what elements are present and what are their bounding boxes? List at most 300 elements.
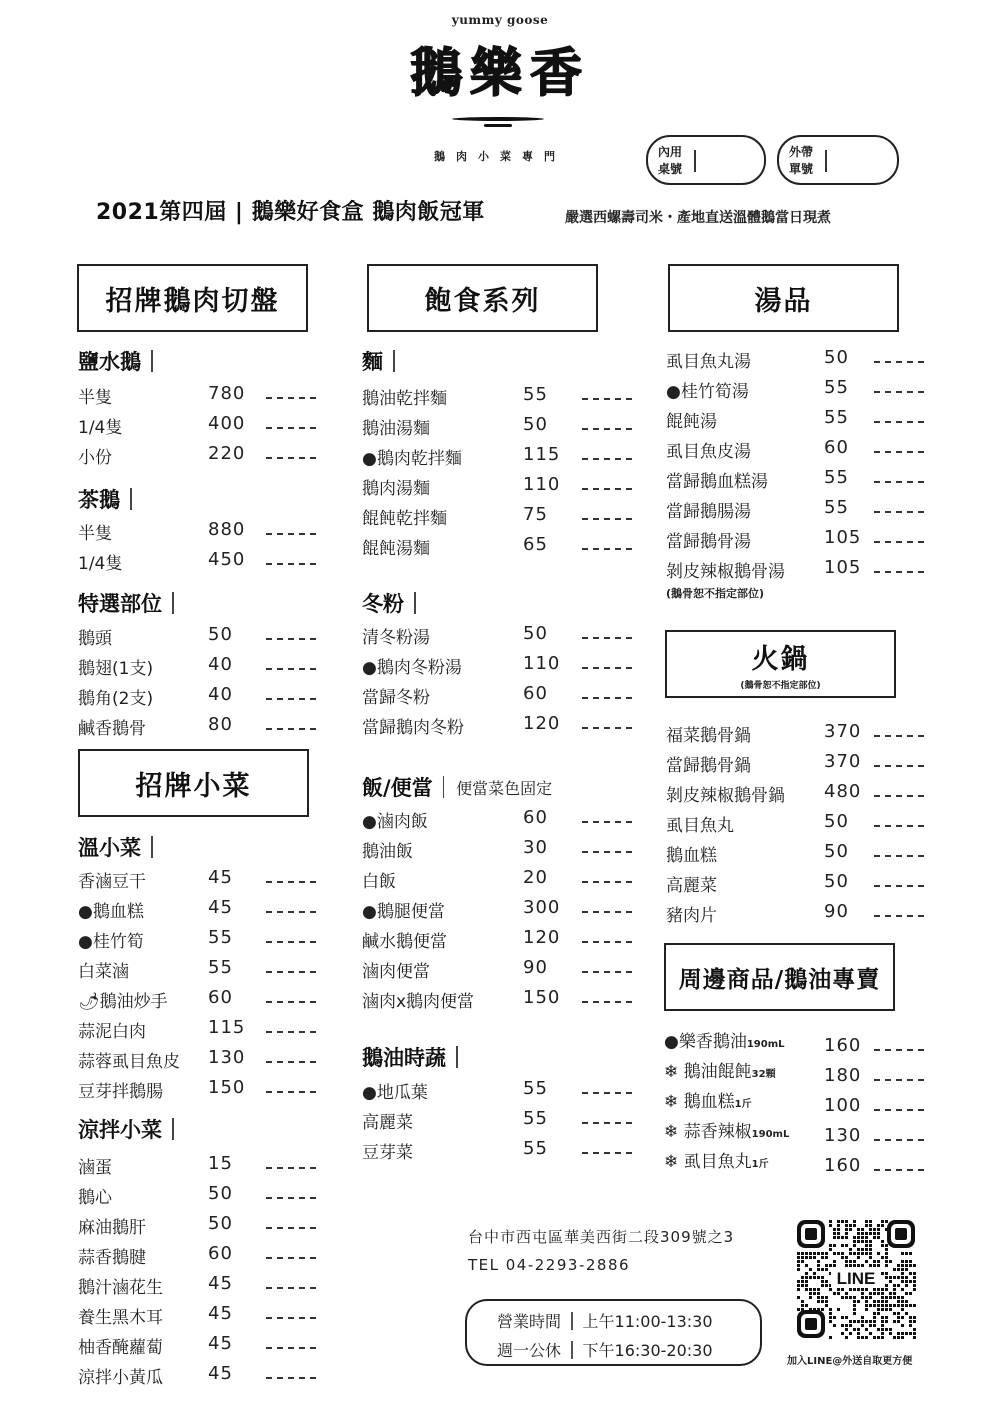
quantity-blank-field[interactable] — [582, 1122, 632, 1124]
menu-item-row — [362, 807, 634, 837]
menu-item-name: 白飯 — [362, 872, 396, 892]
quantity-blank-field[interactable] — [874, 1139, 924, 1141]
category-vermicelli: 冬粉 — [362, 588, 416, 618]
quantity-blank-field[interactable] — [266, 1317, 316, 1319]
quantity-blank-field[interactable] — [266, 1197, 316, 1199]
section-header-merchandise: 周邊商品/鵝油專賣 — [664, 943, 895, 1011]
menu-item-row — [666, 781, 926, 811]
menu-item-price: 55 — [824, 467, 849, 488]
menu-item-name: ❄ 蒜香辣椒 — [664, 1122, 752, 1142]
menu-item-row — [78, 897, 318, 927]
menu-item-row — [666, 527, 926, 557]
quantity-blank-field[interactable] — [582, 1152, 632, 1154]
menu-item-name: 當歸鵝骨鍋 — [666, 756, 751, 776]
menu-item-row — [78, 1183, 318, 1213]
qr-caption: 加入LINE@外送自取更方便 — [787, 1356, 913, 1367]
dine-in-table-number-field[interactable] — [646, 135, 766, 185]
category-tea-goose: 茶鵝 — [78, 484, 132, 514]
quantity-blank-field[interactable] — [582, 518, 632, 520]
menu-item-name: 鵝心 — [78, 1188, 112, 1208]
quantity-blank-field[interactable] — [582, 1001, 632, 1003]
menu-item-row — [666, 467, 926, 497]
quantity-blank-field[interactable] — [582, 697, 632, 699]
menu-item-price: 400 — [208, 413, 246, 434]
menu-item-name: ●鵝肉乾拌麵 — [362, 449, 462, 469]
section-header-hotpot: 火鍋 (鵝骨恕不指定部位) — [665, 630, 896, 698]
menu-item-row — [362, 534, 634, 564]
menu-item-name: 柚香醃蘿蔔 — [78, 1338, 163, 1358]
menu-item-name: ❄ 鵝血糕 — [664, 1092, 735, 1112]
menu-item-name: ●鵝肉冬粉湯 — [362, 658, 462, 678]
menu-item-row — [78, 443, 318, 473]
menu-item-row — [362, 867, 634, 897]
quantity-blank-field[interactable] — [266, 1227, 316, 1229]
menu-item-price: 780 — [208, 383, 246, 404]
menu-item-price: 45 — [208, 1363, 233, 1384]
menu-item-name: 鹹水鵝便當 — [362, 932, 447, 952]
menu-item-price: 60 — [208, 1243, 233, 1264]
menu-item-name: 1/4隻 — [78, 554, 123, 574]
menu-item-name: 虱目魚皮湯 — [666, 442, 751, 462]
quantity-blank-field[interactable] — [582, 881, 632, 883]
menu-item-row — [78, 927, 318, 957]
menu-item-price: 45 — [208, 1333, 233, 1354]
menu-item-row — [666, 497, 926, 527]
svg-text:LINE: LINE — [836, 1269, 876, 1288]
menu-item-price: 55 — [208, 957, 233, 978]
menu-item-price: 80 — [208, 714, 233, 735]
menu-item-row — [664, 1147, 926, 1177]
quantity-blank-field[interactable] — [266, 941, 316, 943]
quantity-blank-field[interactable] — [266, 1257, 316, 1259]
dine-in-label: 內用 桌號 — [658, 145, 683, 176]
menu-item-name: 🌶鵝油炒手 — [78, 992, 168, 1012]
menu-item-row — [666, 841, 926, 871]
store-address: 台中市西屯區華美西街二段309號之3 — [468, 1228, 735, 1246]
menu-item-name: 蒜泥白肉 — [78, 1022, 146, 1042]
menu-item-price: 50 — [208, 1183, 233, 1204]
menu-item-price: 60 — [208, 987, 233, 1008]
menu-item-name: ●桂竹筍湯 — [666, 382, 749, 402]
menu-item-row — [362, 927, 634, 957]
menu-item-name: ❄ 鵝油餛飩 — [664, 1062, 752, 1082]
menu-item-price: 100 — [824, 1095, 862, 1116]
category-seasonal-greens: 鵝油時蔬 — [362, 1042, 458, 1072]
menu-item-row — [666, 557, 926, 587]
menu-item-row — [666, 811, 926, 841]
soups-footnote: (鵝骨恕不指定部位) — [666, 587, 765, 600]
menu-item-row — [362, 384, 634, 414]
menu-item-price: 45 — [208, 867, 233, 888]
quantity-blank-field[interactable] — [582, 971, 632, 973]
quantity-blank-field[interactable] — [582, 1092, 632, 1094]
quantity-blank-field[interactable] — [266, 457, 316, 459]
menu-item-price: 60 — [523, 807, 548, 828]
quantity-blank-field[interactable] — [266, 911, 316, 913]
menu-item-price: 55 — [824, 497, 849, 518]
menu-item-name: 餛飩乾拌麵 — [362, 509, 447, 529]
menu-item-row — [666, 347, 926, 377]
menu-item-price: 130 — [824, 1125, 862, 1146]
menu-item-price: 55 — [824, 377, 849, 398]
quantity-blank-field[interactable] — [266, 698, 316, 700]
menu-item-name: 鵝油乾拌麵 — [362, 389, 447, 409]
menu-item-name: 當歸鵝肉冬粉 — [362, 718, 464, 738]
quantity-blank-field[interactable] — [874, 1079, 924, 1081]
menu-item-price: 160 — [824, 1155, 862, 1176]
menu-item-unit: 190mL — [746, 1039, 785, 1050]
menu-item-row — [78, 867, 318, 897]
menu-item-name: 豆芽拌鵝腸 — [78, 1082, 163, 1102]
menu-item-name: ❄ 虱目魚丸 — [664, 1152, 752, 1172]
menu-item-name: ●滷肉飯 — [362, 812, 428, 832]
menu-item-row — [78, 987, 318, 1017]
menu-item-price: 55 — [208, 927, 233, 948]
field-divider — [825, 150, 827, 172]
quantity-blank-field[interactable] — [874, 1109, 924, 1111]
hours-line-lunch: 營業時間 上午11:00-13:30 — [497, 1312, 713, 1331]
takeout-order-number-field[interactable] — [777, 135, 899, 185]
quantity-blank-field[interactable] — [874, 451, 924, 453]
quantity-blank-field[interactable] — [582, 667, 632, 669]
menu-item-price: 50 — [208, 624, 233, 645]
menu-item-price: 150 — [208, 1077, 246, 1098]
menu-item-name: 虱目魚丸 — [666, 816, 734, 836]
menu-item-price: 50 — [824, 347, 849, 368]
quantity-blank-field[interactable] — [874, 481, 924, 483]
menu-item-name: 當歸鵝腸湯 — [666, 502, 751, 522]
menu-item-price: 50 — [824, 871, 849, 892]
quantity-blank-field[interactable] — [266, 668, 316, 670]
menu-item-name: 鵝汁滷花生 — [78, 1278, 163, 1298]
menu-item-name: 鵝油湯麵 — [362, 419, 430, 439]
menu-item-name: 餛飩湯麵 — [362, 539, 430, 559]
menu-item-name: 1/4隻 — [78, 418, 123, 438]
menu-item-row — [78, 1213, 318, 1243]
field-divider — [694, 150, 696, 172]
section-header-signature-sides: 招牌小菜 — [78, 749, 309, 817]
menu-item-price: 120 — [523, 927, 561, 948]
quantity-blank-field[interactable] — [266, 533, 316, 535]
qr-code-icon — [795, 1218, 917, 1340]
menu-item-row — [78, 549, 318, 579]
section-header-staples: 飽食系列 — [367, 264, 598, 332]
quantity-blank-field[interactable] — [874, 885, 924, 887]
menu-item-row — [666, 437, 926, 467]
line-qr-code[interactable] — [795, 1218, 917, 1340]
menu-item-price: 50 — [523, 623, 548, 644]
menu-item-name: 滷肉x鵝肉便當 — [362, 992, 475, 1012]
menu-item-label — [664, 1027, 785, 1052]
menu-item-name: 清冬粉湯 — [362, 628, 430, 648]
quantity-blank-field[interactable] — [582, 428, 632, 430]
menu-item-name: 涼拌小黃瓜 — [78, 1368, 163, 1388]
quantity-blank-field[interactable] — [874, 391, 924, 393]
menu-item-row — [362, 957, 634, 987]
menu-item-price: 55 — [523, 384, 548, 405]
quantity-blank-field[interactable] — [266, 881, 316, 883]
brand-english-name: yummy goose — [451, 13, 549, 27]
menu-item-row — [362, 444, 634, 474]
menu-item-name: 白菜滷 — [78, 962, 129, 982]
menu-item-price: 105 — [824, 527, 862, 548]
menu-item-name: 滷蛋 — [78, 1158, 112, 1178]
quantity-blank-field[interactable] — [266, 1347, 316, 1349]
menu-item-row — [666, 407, 926, 437]
menu-item-name: 當歸冬粉 — [362, 688, 430, 708]
menu-item-row — [78, 1333, 318, 1363]
quantity-blank-field[interactable] — [266, 1061, 316, 1063]
menu-item-row — [666, 871, 926, 901]
menu-item-price: 370 — [824, 721, 862, 742]
quantity-blank-field[interactable] — [874, 915, 924, 917]
menu-item-price: 220 — [208, 443, 246, 464]
quantity-blank-field[interactable] — [874, 825, 924, 827]
menu-item-row — [78, 1153, 318, 1183]
quantity-blank-field[interactable] — [266, 1091, 316, 1093]
quantity-blank-field[interactable] — [874, 1169, 924, 1171]
menu-item-unit: 1斤 — [734, 1099, 752, 1110]
quantity-blank-field[interactable] — [582, 548, 632, 550]
menu-item-name: 麻油鵝肝 — [78, 1218, 146, 1238]
bowl-logo-base-icon — [484, 124, 512, 127]
quantity-blank-field[interactable] — [266, 1031, 316, 1033]
hours-line-dinner: 週一公休 下午16:30-20:30 — [497, 1341, 713, 1360]
menu-item-row — [362, 837, 634, 867]
menu-item-price: 370 — [824, 751, 862, 772]
quantity-blank-field[interactable] — [874, 795, 924, 797]
menu-item-name: ●樂香鵝油 — [664, 1032, 747, 1052]
menu-item-price: 90 — [523, 957, 548, 978]
menu-item-unit: 32顆 — [751, 1069, 776, 1080]
menu-item-name: 蒜蓉虱目魚皮 — [78, 1052, 180, 1072]
category-special-parts: 特選部位 — [78, 588, 174, 618]
menu-item-name: 鹹香鵝骨 — [78, 719, 146, 739]
quantity-blank-field[interactable] — [874, 541, 924, 543]
quantity-blank-field[interactable] — [266, 971, 316, 973]
menu-item-row — [362, 683, 634, 713]
quantity-blank-field[interactable] — [874, 361, 924, 363]
menu-item-name: ●桂竹筍 — [78, 932, 144, 952]
menu-item-price: 40 — [208, 654, 233, 675]
menu-item-name: ●地瓜葉 — [362, 1083, 428, 1103]
menu-item-row — [78, 957, 318, 987]
brand-logo-title: 鵝樂香 — [409, 44, 590, 104]
menu-item-price: 55 — [523, 1138, 548, 1159]
menu-item-label — [664, 1117, 789, 1142]
menu-item-price: 110 — [523, 653, 561, 674]
menu-item-name: 鵝肉湯麵 — [362, 479, 430, 499]
tagline: 嚴選西螺壽司米・產地直送溫體鵝當日現煮 — [565, 210, 831, 226]
menu-item-name: 半隻 — [78, 388, 112, 408]
category-warm-sides: 溫小菜 — [78, 832, 153, 862]
menu-item-row — [78, 1243, 318, 1273]
menu-item-label — [664, 1087, 752, 1112]
menu-item-name: 滷肉便當 — [362, 962, 430, 982]
menu-item-row — [666, 377, 926, 407]
menu-item-price: 150 — [523, 987, 561, 1008]
quantity-blank-field[interactable] — [874, 1049, 924, 1051]
quantity-blank-field[interactable] — [582, 851, 632, 853]
menu-item-name: ●鵝血糕 — [78, 902, 144, 922]
menu-item-price: 450 — [208, 549, 246, 570]
menu-item-price: 45 — [208, 1273, 233, 1294]
menu-item-name: 半隻 — [78, 524, 112, 544]
quantity-blank-field[interactable] — [582, 941, 632, 943]
menu-item-price: 115 — [208, 1017, 246, 1038]
quantity-blank-field[interactable] — [582, 458, 632, 460]
menu-item-unit: 190mL — [751, 1129, 790, 1140]
menu-item-price: 110 — [523, 474, 561, 495]
menu-item-name: 剝皮辣椒鵝骨鍋 — [666, 786, 785, 806]
menu-item-name: 鵝角(2支) — [78, 689, 154, 709]
menu-item-name: 鵝翅(1支) — [78, 659, 154, 679]
menu-item-row — [78, 383, 318, 413]
menu-item-price: 50 — [824, 841, 849, 862]
section-header-sliced-goose: 招牌鵝肉切盤 — [77, 264, 308, 332]
menu-item-row — [664, 1027, 926, 1057]
menu-item-row — [78, 1303, 318, 1333]
menu-item-price: 50 — [208, 1213, 233, 1234]
menu-item-row — [362, 1078, 634, 1108]
quantity-blank-field[interactable] — [266, 563, 316, 565]
menu-item-row — [78, 654, 318, 684]
menu-item-name: ●鵝腿便當 — [362, 902, 445, 922]
menu-item-name: 高麗菜 — [666, 876, 717, 896]
category-rice-bento: 飯/便當 便當菜色固定 — [362, 776, 553, 800]
quantity-blank-field[interactable] — [582, 637, 632, 639]
section-header-soups: 湯品 — [668, 264, 899, 332]
menu-item-name: 鵝血糕 — [666, 846, 717, 866]
menu-item-row — [362, 504, 634, 534]
menu-item-unit: 1斤 — [751, 1159, 769, 1170]
menu-item-price: 60 — [523, 683, 548, 704]
category-noodles: 麵 — [362, 346, 395, 376]
menu-item-row — [362, 474, 634, 504]
menu-item-price: 60 — [824, 437, 849, 458]
menu-item-price: 180 — [824, 1065, 862, 1086]
menu-item-price: 90 — [824, 901, 849, 922]
menu-item-row — [78, 1047, 318, 1077]
menu-item-name: 虱目魚丸湯 — [666, 352, 751, 372]
menu-item-name: 餛飩湯 — [666, 412, 717, 432]
quantity-blank-field[interactable] — [266, 728, 316, 730]
menu-item-name: 高麗菜 — [362, 1113, 413, 1133]
quantity-blank-field[interactable] — [266, 427, 316, 429]
bowl-logo-icon — [452, 117, 544, 121]
menu-item-row — [78, 714, 318, 744]
menu-item-row — [78, 1273, 318, 1303]
menu-item-price: 105 — [824, 557, 862, 578]
menu-item-row — [362, 653, 634, 683]
quantity-blank-field[interactable] — [874, 421, 924, 423]
menu-item-label — [664, 1147, 769, 1172]
menu-item-row — [664, 1087, 926, 1117]
quantity-blank-field[interactable] — [266, 397, 316, 399]
menu-item-price: 50 — [824, 811, 849, 832]
quantity-blank-field[interactable] — [582, 398, 632, 400]
category-salted-goose: 鹽水鵝 — [78, 346, 153, 376]
brand-subtitle: 鵝肉小菜專門 — [434, 150, 566, 163]
menu-item-row — [664, 1117, 926, 1147]
quantity-blank-field[interactable] — [266, 1001, 316, 1003]
menu-item-row — [362, 987, 634, 1017]
menu-item-price: 880 — [208, 519, 246, 540]
store-phone[interactable]: TEL 04-2293-2886 — [468, 1256, 631, 1274]
menu-item-row — [78, 413, 318, 443]
menu-item-name: 蒜香鵝腱 — [78, 1248, 146, 1268]
menu-item-price: 160 — [824, 1035, 862, 1056]
menu-item-row — [362, 897, 634, 927]
quantity-blank-field[interactable] — [266, 1377, 316, 1379]
quantity-blank-field[interactable] — [582, 821, 632, 823]
menu-item-name: 福菜鵝骨鍋 — [666, 726, 751, 746]
menu-item-price: 120 — [523, 713, 561, 734]
menu-item-label — [664, 1057, 776, 1082]
menu-item-name: 養生黑木耳 — [78, 1308, 163, 1328]
quantity-blank-field[interactable] — [582, 727, 632, 729]
menu-item-price: 300 — [523, 897, 561, 918]
menu-item-row — [362, 623, 634, 653]
menu-item-name: 鵝油飯 — [362, 842, 413, 862]
quantity-blank-field[interactable] — [582, 911, 632, 913]
menu-item-row — [664, 1057, 926, 1087]
menu-item-row — [362, 414, 634, 444]
quantity-blank-field[interactable] — [874, 735, 924, 737]
menu-item-price: 50 — [523, 414, 548, 435]
menu-item-row — [78, 1017, 318, 1047]
menu-item-price: 115 — [523, 444, 561, 465]
menu-item-price: 40 — [208, 684, 233, 705]
menu-item-price: 15 — [208, 1153, 233, 1174]
menu-item-name: 豬肉片 — [666, 906, 717, 926]
takeout-label: 外帶 單號 — [789, 145, 814, 176]
menu-item-name: 剝皮辣椒鵝骨湯 — [666, 562, 785, 582]
quantity-blank-field[interactable] — [874, 765, 924, 767]
menu-item-row — [362, 713, 634, 743]
menu-item-row — [666, 751, 926, 781]
menu-item-price: 30 — [523, 837, 548, 858]
menu-item-price: 20 — [523, 867, 548, 888]
quantity-blank-field[interactable] — [874, 571, 924, 573]
menu-item-price: 55 — [523, 1108, 548, 1129]
quantity-blank-field[interactable] — [266, 638, 316, 640]
menu-item-row — [78, 624, 318, 654]
menu-item-price: 45 — [208, 1303, 233, 1324]
quantity-blank-field[interactable] — [266, 1167, 316, 1169]
quantity-blank-field[interactable] — [874, 855, 924, 857]
quantity-blank-field[interactable] — [874, 511, 924, 513]
menu-item-price: 45 — [208, 897, 233, 918]
menu-item-price: 55 — [523, 1078, 548, 1099]
menu-item-name: 鵝頭 — [78, 629, 112, 649]
menu-item-name: 豆芽菜 — [362, 1143, 413, 1163]
menu-item-row — [78, 1077, 318, 1107]
menu-item-row — [78, 519, 318, 549]
menu-item-price: 130 — [208, 1047, 246, 1068]
business-hours-box — [465, 1299, 762, 1366]
menu-item-row — [78, 1363, 318, 1393]
menu-item-price: 55 — [824, 407, 849, 428]
menu-item-price: 65 — [523, 534, 548, 555]
award-banner: 2021第四屆 | 鵝樂好食盒 鵝肉飯冠軍 — [96, 200, 485, 225]
menu-item-name: 香滷豆干 — [78, 872, 146, 892]
category-cold-sides: 涼拌小菜 — [78, 1114, 174, 1144]
menu-item-row — [362, 1138, 634, 1168]
quantity-blank-field[interactable] — [582, 488, 632, 490]
quantity-blank-field[interactable] — [266, 1287, 316, 1289]
menu-item-row — [666, 901, 926, 931]
